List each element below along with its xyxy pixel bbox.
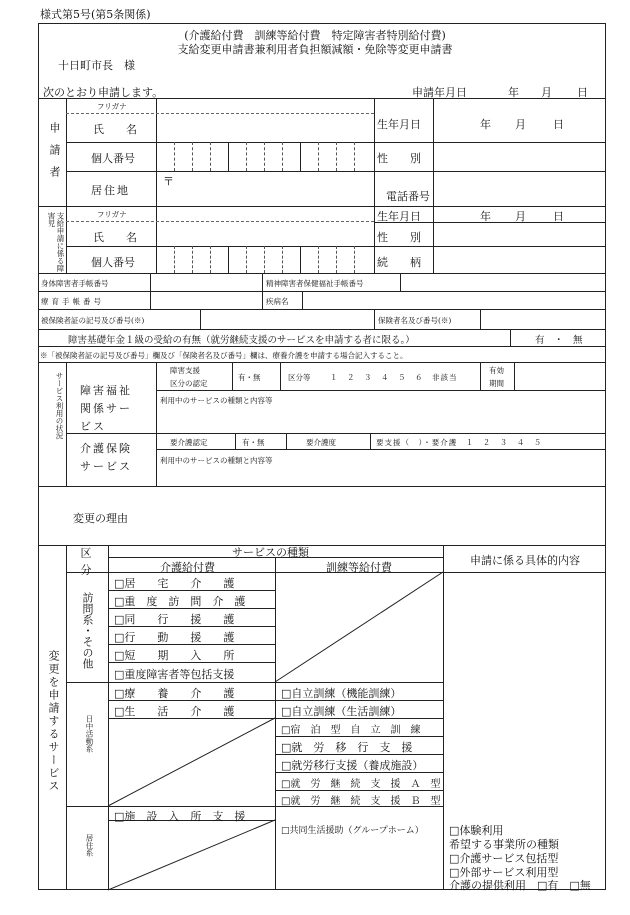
training-benefit-header: 訓練等給付費 — [326, 561, 392, 574]
care-cert-yes-no: 有・無 — [242, 438, 265, 447]
service-checkbox[interactable]: □就 労 継 続 支 援 Ｂ 型 — [281, 796, 441, 807]
service-type-header: サービスの種類 — [232, 546, 309, 559]
applicant-birth-label: 生年月日 — [377, 118, 421, 131]
service-checkbox[interactable]: □生 活 介 護 — [114, 705, 235, 718]
applicant-furigana-label: フリガナ — [97, 102, 127, 111]
service-checkbox[interactable]: □重度障害者等包括支援 — [114, 668, 235, 681]
child-relationship-label: 続 柄 — [377, 256, 421, 269]
welfare-in-use-note: 利用中のサービスの種類と内容等 — [160, 396, 273, 405]
care-benefit-header: 介護給付費 — [160, 561, 215, 574]
applicant-address-label: 居住地 — [91, 184, 130, 197]
detail-text: 希望する事業所の種類 — [449, 838, 559, 851]
service-checkbox[interactable]: □居 宅 介 護 — [114, 577, 235, 590]
insured-no-label: 被保険者証の記号及び番号(※) — [41, 316, 145, 325]
child-name-label: 氏 名 — [93, 231, 137, 244]
detail-checkbox[interactable]: □体験利用 — [449, 824, 504, 837]
form-title-line2: 支給変更申請書兼利用者負担額減額・免除等変更申請書 — [177, 43, 453, 56]
care-cert-label: 要介護認定 — [170, 438, 208, 447]
class-label: 区分等 — [288, 373, 311, 382]
service-checkbox[interactable]: □自立訓練（生活訓練） — [281, 705, 402, 718]
form-number: 様式第5号(第5条関係) — [40, 8, 151, 21]
footnote: ※「被保険者証の記号及び番号」欄及び「保険者名及び番号」欄は、療養介護を申請する場合記入すること。 — [40, 351, 408, 360]
child-id-label: 個人番号 — [91, 256, 135, 269]
child-furigana-label: フリガナ — [97, 210, 127, 219]
welfare-service-label: 障害福祉関係サービス — [80, 384, 132, 433]
apply-day: 日 — [577, 86, 588, 99]
child-group-label: 支給申請に係る障害児 — [47, 212, 65, 272]
applicant-name-label: 氏 名 — [93, 123, 137, 136]
detail-text: 介護の提供利用 □有 □無 — [449, 879, 591, 892]
service-checkbox[interactable]: □就 労 移 行 支 援 — [281, 741, 413, 754]
service-checkbox[interactable]: □共同生活援助（グループホーム） — [281, 826, 424, 836]
service-checkbox[interactable]: □同 行 援 護 — [114, 613, 235, 626]
pension-yes-no: 有 ・ 無 — [535, 335, 583, 346]
applicant-birth-day: 日 — [553, 118, 564, 131]
disease-label: 疾病名 — [266, 297, 289, 306]
care-insurance-label: 介護保険サービス — [80, 442, 132, 473]
valid-period-label-1: 有効 — [489, 366, 504, 375]
insurer-label: 保険者名及び番号(※) — [378, 316, 452, 325]
care-levels: 要支援（ ）・要介護 １ ２ ３ ４ ５ — [376, 438, 543, 447]
detail-checkbox[interactable]: □介護サービス包括型 — [449, 852, 559, 865]
support-cert-yes-no: 有・無 — [238, 373, 261, 382]
child-birth-year: 年 — [480, 210, 491, 223]
rehab-cert-label: 療育手帳番号 — [41, 297, 104, 306]
class-values: １ ２ ３ ４ ５ ６ 非該当 — [330, 373, 458, 382]
child-birth-label: 生年月日 — [377, 210, 421, 223]
category-header: 区分 — [79, 547, 92, 581]
apply-date-label: 申請年月日 — [412, 86, 467, 99]
service-checkbox[interactable]: □宿 泊 型 自 立 訓 練 — [281, 725, 421, 736]
child-gender-label: 性 別 — [377, 231, 421, 244]
addressee: 十日町市長 様 — [58, 59, 135, 72]
pension-label: 障害基礎年金１級の受給の有無（就労継続支援のサービスを申請する者に限る。） — [68, 335, 415, 346]
physical-cert-label: 身体障害者手帳番号 — [41, 279, 109, 288]
service-checkbox[interactable]: □重 度 訪 問 介 護 — [114, 595, 246, 608]
service-checkbox[interactable]: □短 期 入 所 — [114, 649, 235, 662]
service-checkbox[interactable]: □就 労 継 続 支 援 Ａ 型 — [281, 779, 441, 790]
child-birth-month: 月 — [515, 210, 526, 223]
service-checkbox[interactable]: □施 設 入 所 支 援 — [114, 810, 246, 823]
service-checkbox[interactable]: □療 養 介 護 — [114, 687, 235, 700]
daytime-category-label: 日中活動系 — [85, 715, 94, 753]
applicant-group-label: 申請者 — [48, 122, 61, 188]
support-cert-label-2: 区分の認定 — [170, 379, 208, 388]
applicant-gender-label: 性 別 — [377, 152, 421, 165]
service-checkbox[interactable]: □就労移行支援（養成施設） — [281, 759, 424, 772]
form-title-line1: (介護給付費 訓練等給付費 特定障害者特別給付費) — [184, 29, 446, 42]
detail-checkbox[interactable]: □外部サービス利用型 — [449, 866, 559, 879]
mental-cert-label: 精神障害者保健福祉手帳番号 — [266, 279, 364, 288]
services-group-label: 変更を申請するサービス — [47, 650, 60, 793]
visiting-category-label: 訪問系・その他 — [81, 592, 94, 669]
care-in-use-note: 利用中のサービスの種類と内容等 — [160, 456, 273, 465]
support-cert-label-1: 障害支援 — [170, 366, 200, 375]
applicant-phone-label: 電話番号 — [386, 190, 430, 203]
change-reason-label: 変更の理由 — [73, 512, 128, 525]
intro-text: 次のとおり申請します。 — [43, 86, 164, 99]
detail-header: 申請に係る具体的内容 — [470, 554, 580, 567]
service-checkbox[interactable]: □自立訓練（機能訓練） — [281, 687, 402, 700]
service-checkbox[interactable]: □行 動 援 護 — [114, 631, 235, 644]
valid-period-label-2: 期間 — [489, 379, 504, 388]
usage-group-label: サービス利用の状況 — [55, 372, 64, 440]
applicant-birth-month: 月 — [515, 118, 526, 131]
applicant-id-label: 個人番号 — [91, 152, 135, 165]
residential-category-label: 居住系 — [85, 834, 94, 857]
apply-year: 年 — [508, 86, 519, 99]
applicant-birth-year: 年 — [480, 118, 491, 131]
care-level-label: 要介護度 — [306, 438, 336, 447]
apply-month: 月 — [541, 86, 552, 99]
child-birth-day: 日 — [553, 210, 564, 223]
postal-mark: 〒 — [163, 175, 174, 188]
